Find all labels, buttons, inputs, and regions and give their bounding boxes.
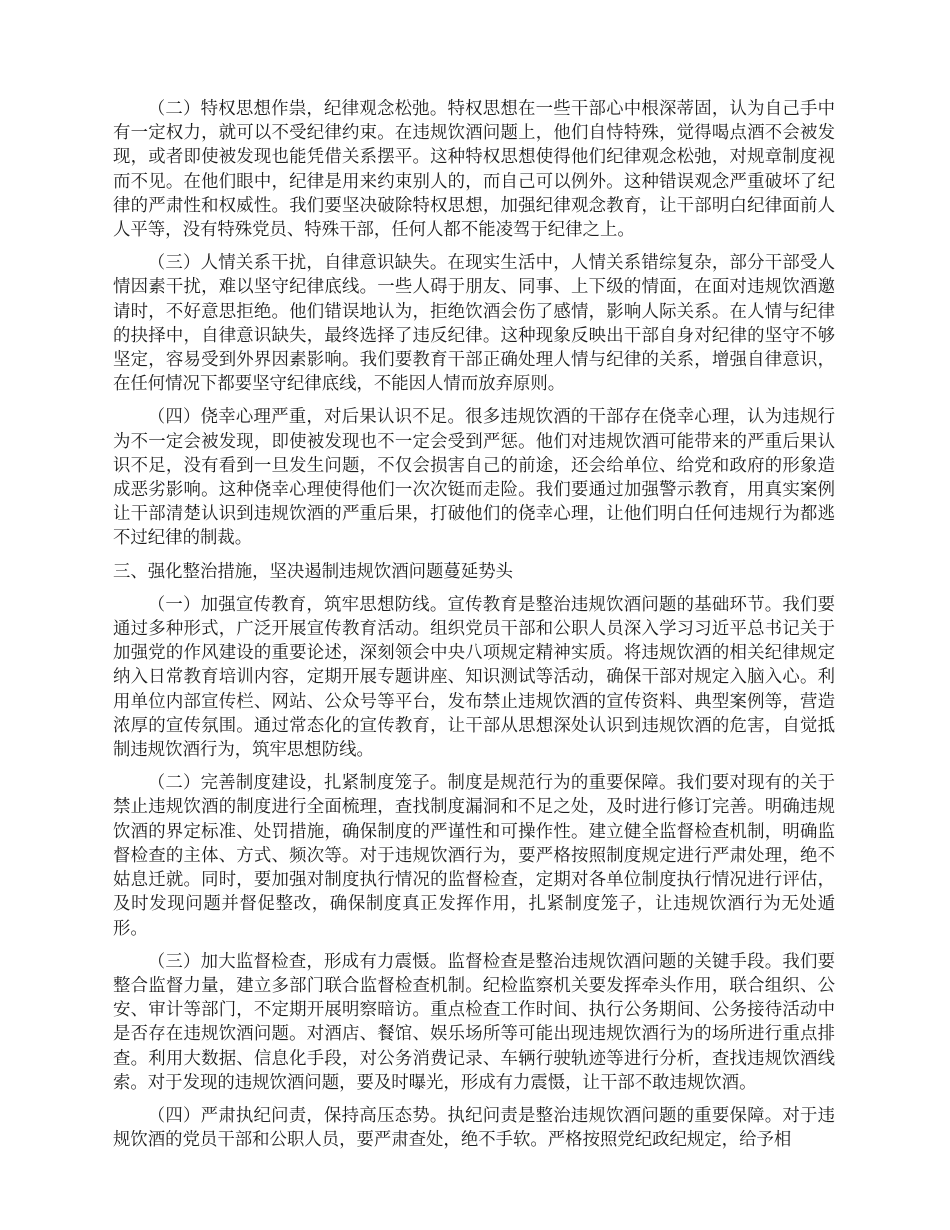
paragraph-section3-item1: （一）加强宣传教育，筑牢思想防线。宣传教育是整治违规饮酒问题的基础环节。我们要通过多种形式，广泛开展宣传教育活动。组织党员干部和公职人员深入学习习近平总书记关于加强党的作风建设的重要论述，深刻领会中央八项规定精神实质。将违规饮酒的相关纪律规定纳入日常教育培训内容，定期开展专题讲座、知识测试等活动，确保干部对规定入脑入心。利用单位内部宣传栏、网站、公众号等平台，发布禁止违规饮酒的宣传资料、典型案例等，营造浓厚的宣传氛围。通过常态化的宣传教育，让干部从思想深处认识到违规饮酒的危害，自觉抵制违规饮酒行为，筑牢思想防线。 — [113, 594, 835, 761]
heading-section3: 三、强化整治措施，坚决遏制违规饮酒问题蔓延势头 — [113, 561, 513, 582]
paragraph-section3-item2: （二）完善制度建设，扎紧制度笼子。制度是规范行为的重要保障。我们要对现有的关于禁止违规饮酒的制度进行全面梳理，查找制度漏洞和不足之处，及时进行修订完善。明确违规饮酒的界定标准、处罚措施，确保制度的严谨性和可操作性。建立健全监督检查机制，明确监督检查的主体、方式、频次等。对于违规饮酒行为，要严格按照制度规定进行严肃处理，绝不姑息迁就。同时，要加强对制度执行情况的监督检查，定期对各单位制度执行情况进行评估，及时发现问题并督促整改，确保制度真正发挥作用，扎紧制度笼子，让违规饮酒行为无处遁形。 — [113, 773, 835, 939]
paragraph-section2-item4: （四）侥幸心理严重，对后果认识不足。很多违规饮酒的干部存在侥幸心理，认为违规行为不一定会被发现，即使被发现也不一定会受到严惩。他们对违规饮酒可能带来的严重后果认识不足，没有看到一旦发生问题，不仅会损害自己的前途，还会给单位、给党和政府的形象造成恶劣影响。这种侥幸心理使得他们一次次铤而走险。我们要通过加强警示教育，用真实案例让干部清楚认识到违规饮酒的严重后果，打破他们的侥幸心理，让他们明白任何违规行为都逃不过纪律的制裁。 — [113, 407, 835, 549]
paragraph-section2-item2: （二）特权思想作祟，纪律观念松弛。特权思想在一些干部心中根深蒂固，认为自己手中有一定权力，就可以不受纪律约束。在违规饮酒问题上，他们自恃特殊，觉得喝点酒不会被发现，或者即使被发现也能凭借关系摆平。这种特权思想使得他们纪律观念松弛，对规章制度视而不见。在他们眼中，纪律是用来约束别人的，而自己可以例外。这种错误观念严重破坏了纪律的严肃性和权威性。我们要坚决破除特权思想，加强纪律观念教育，让干部明白纪律面前人人平等，没有特殊党员、特殊干部，任何人都不能凌驾于纪律之上。 — [113, 99, 835, 241]
document-text-body — [113, 97, 835, 1152]
paragraph-section2-item3: （三）人情关系干扰，自律意识缺失。在现实生活中，人情关系错综复杂，部分干部受人情因素干扰，难以坚守纪律底线。一些人碍于朋友、同事、上下级的情面，在面对违规饮酒邀请时，不好意思拒绝。他们错误地认为，拒绝饮酒会伤了感情，影响人际关系。在人情与纪律的抉择中，自律意识缺失，最终选择了违反纪律。这种现象反映出干部自身对纪律的坚守不够坚定，容易受到外界因素影响。我们要教育干部正确处理人情与纪律的关系，增强自律意识，在任何情况下都要坚守纪律底线，不能因人情而放弃原则。 — [113, 253, 835, 395]
paragraph-section3-item4: （四）严肃执纪问责，保持高压态势。执纪问责是整治违规饮酒问题的重要保障。对于违规饮酒的党员干部和公职人员，要严肃查处，绝不手软。严格按照党纪政纪规定，给予相 — [113, 1105, 835, 1151]
paragraph-section3-item3: （三）加大监督检查，形成有力震慑。监督检查是整治违规饮酒问题的关键手段。我们要整合监督力量，建立多部门联合监督检查机制。纪检监察机关要发挥牵头作用，联合组织、公安、审计等部门，不定期开展明察暗访。重点检查工作时间、执行公务期间、公务接待活动中是否存在违规饮酒问题。对酒店、餐馆、娱乐场所等可能出现违规饮酒行为的场所进行重点排查。利用大数据、信息化手段，对公务消费记录、车辆行驶轨迹等进行分析，查找违规饮酒线索。对于发现的违规饮酒问题，要及时曝光，形成有力震慑，让干部不敢违规饮酒。 — [113, 951, 835, 1093]
